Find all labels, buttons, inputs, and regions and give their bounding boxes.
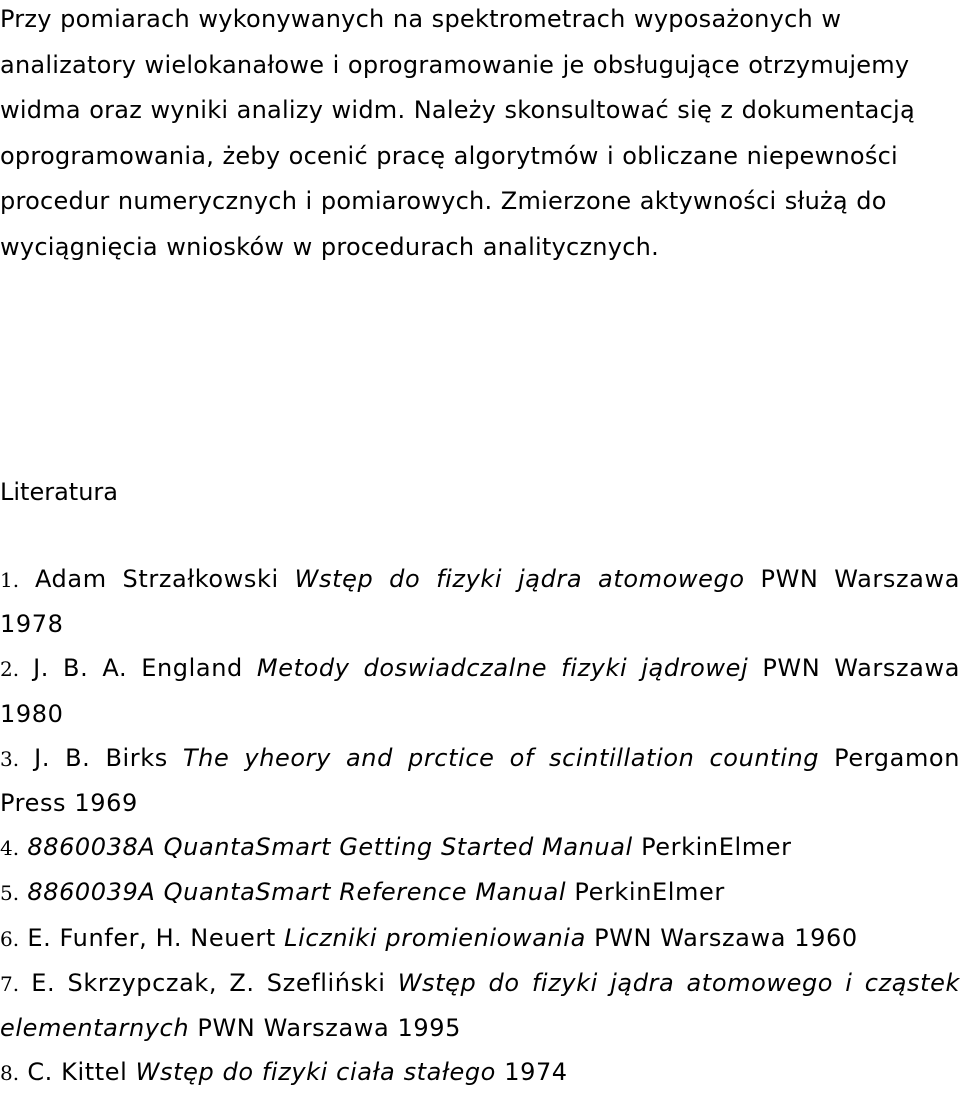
reference-title: Liczniki promieniowania xyxy=(284,924,586,952)
reference-authors: C. Kittel xyxy=(27,1058,127,1086)
reference-title: Wstęp do fizyki jądra atomowego xyxy=(295,565,745,593)
intro-line: oprogramowania, żeby ocenić pracę algorytmów i obliczane niepewności xyxy=(0,134,960,180)
reference-number: 6. xyxy=(0,927,19,951)
reference-title: 8860039A QuantaSmart Reference Manual xyxy=(27,878,566,906)
reference-list xyxy=(0,557,960,1095)
reference-authors: Adam Strzałkowski xyxy=(35,565,279,593)
reference-authors: J. B. Birks xyxy=(34,744,168,772)
reference-item xyxy=(0,1050,960,1095)
intro-line: Przy pomiarach wykonywanych na spektrometrach wyposażonych w xyxy=(0,0,960,43)
reference-number: 3. xyxy=(0,747,19,771)
reference-title: The yheory and prctice of scintillation counting xyxy=(183,744,819,772)
reference-authors: J. B. A. England xyxy=(33,654,243,682)
literature-heading: Literatura xyxy=(0,470,118,514)
reference-continuation: 1978 xyxy=(0,602,960,646)
reference-continuation: 1980 xyxy=(0,692,960,736)
reference-publisher: 1974 xyxy=(504,1058,567,1086)
reference-number: 7. xyxy=(0,972,19,996)
reference-title: Wstęp do fizyki ciała stałego xyxy=(136,1058,496,1086)
reference-item xyxy=(0,961,960,1050)
reference-publisher: PWN Warszawa 1995 xyxy=(197,1014,461,1042)
reference-line xyxy=(0,916,960,961)
reference-publisher: PerkinElmer xyxy=(641,833,791,861)
reference-item xyxy=(0,825,960,870)
reference-line xyxy=(0,870,960,915)
reference-line xyxy=(0,1050,960,1095)
reference-continuation: Press 1969 xyxy=(0,781,960,825)
reference-publisher: Pergamon xyxy=(834,744,960,772)
intro-line: wyciągnięcia wniosków w procedurach analitycznych. xyxy=(0,225,960,271)
reference-line xyxy=(0,557,960,602)
reference-item xyxy=(0,870,960,915)
reference-publisher: PWN Warszawa 1960 xyxy=(594,924,858,952)
reference-item xyxy=(0,916,960,961)
reference-line xyxy=(0,736,960,781)
reference-title: Wstęp do fizyki jądra atomowego i cząstek xyxy=(398,969,960,997)
reference-number: 4. xyxy=(0,836,19,860)
reference-item xyxy=(0,736,960,825)
reference-number: 8. xyxy=(0,1061,19,1085)
reference-authors: E. Skrzypczak, Z. Szefliński xyxy=(31,969,385,997)
reference-authors: E. Funfer, H. Neuert xyxy=(27,924,276,952)
intro-line: analizatory wielokanałowe i oprogramowanie je obsługujące otrzymujemy xyxy=(0,43,960,89)
reference-number: 2. xyxy=(0,657,19,681)
reference-title: Metody doswiadczalne fizyki jądrowej xyxy=(257,654,748,682)
intro-line: widma oraz wyniki analizy widm. Należy skonsultować się z dokumentacją xyxy=(0,88,960,134)
reference-title: 8860038A QuantaSmart Getting Started Manual xyxy=(27,833,633,861)
reference-publisher: PWN Warszawa xyxy=(761,565,960,593)
reference-publisher: PerkinElmer xyxy=(574,878,724,906)
intro-paragraph xyxy=(0,0,960,271)
reference-continuation xyxy=(0,1006,960,1050)
reference-publisher: PWN Warszawa xyxy=(762,654,960,682)
reference-title-continuation: elementarnych xyxy=(0,1014,189,1042)
intro-line: procedur numerycznych i pomiarowych. Zmierzone aktywności służą do xyxy=(0,179,960,225)
reference-number: 1. xyxy=(0,568,19,592)
reference-item xyxy=(0,646,960,735)
reference-number: 5. xyxy=(0,881,19,905)
reference-line xyxy=(0,825,960,870)
reference-line xyxy=(0,961,960,1006)
reference-item xyxy=(0,557,960,646)
reference-line xyxy=(0,646,960,691)
